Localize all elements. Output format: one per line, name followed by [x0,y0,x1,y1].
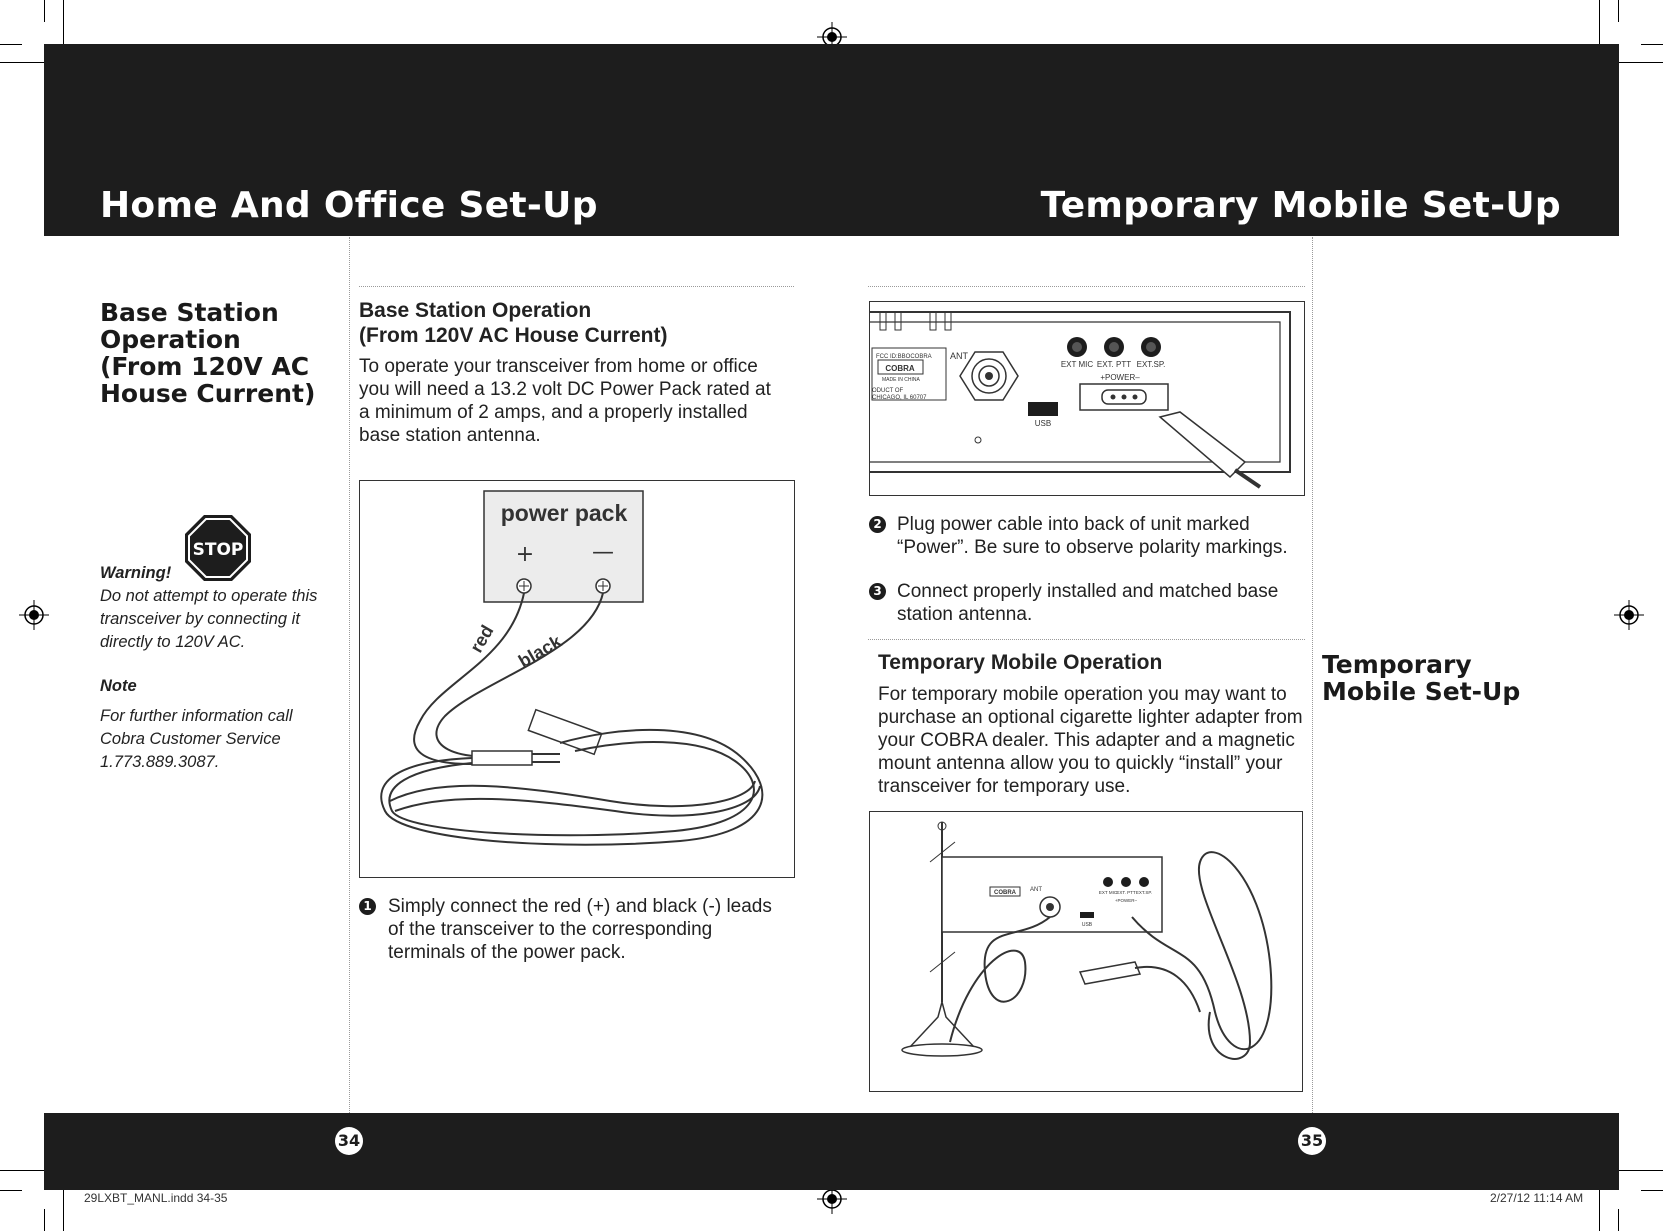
mobile-ext-sp-label: EXT.SP. [1135,890,1153,895]
rear-panel-figure [869,301,1305,496]
section-heading: Base Station Operation [359,299,592,322]
power-pack-illustration [360,481,794,877]
column-divider [349,237,350,1113]
crop-mark [0,44,22,45]
mobile-ext-mic-label: EXT MIC [1098,890,1118,895]
chicago-label: CHICAGO, IL 60707 [872,395,927,401]
mobile-operation-text: For temporary mobile operation you may want to purchase an optional cigarette lighter adapter from your COBRA dealer. This adapter and a magnetic mount antenna allow you to quickly “install” your transceiver for temporary use. [878,684,1303,797]
crop-mark [1617,62,1663,63]
registration-mark-icon [19,600,49,630]
ext-mic-label: EXT MIC [1060,360,1094,369]
mobile-ant-label: ANT [1030,887,1042,893]
power-port-label: +POWER– [1100,373,1140,382]
red-lead-label: red [466,621,498,656]
crop-mark [1599,0,1600,46]
made-in-label: MADE IN CHINA [882,377,920,383]
crop-mark [1599,1187,1600,1231]
date-slug: 2/27/12 11:14 AM [1490,1191,1584,1205]
crop-mark [1617,1170,1663,1171]
minus-symbol: — [592,540,614,565]
crop-mark [0,1170,46,1171]
warning-label: Warning! [100,564,172,582]
mobile-operation-heading: Temporary Mobile Operation [878,651,1163,674]
mobile-ext-ptt-label: EXT. PTT [1116,890,1136,895]
page-number-left: 34 [335,1127,363,1155]
section-heading-sub: (From 120V AC House Current) [359,324,668,347]
crop-mark [63,0,64,46]
fcc-label: FCC ID:BBOCOBRA [876,354,932,360]
note-label: Note [100,677,137,695]
sidebar-title-temporary-mobile: Temporary Mobile Set-Up [1322,650,1521,706]
rear-panel-illustration [870,302,1304,495]
power-pack-label: power pack [500,500,628,526]
mobile-power-label: +POWER– [1114,898,1138,903]
page-number-right: 35 [1298,1127,1326,1155]
note-text: For further information call Cobra Customer Service 1.773.889.3087. [100,707,293,771]
mobile-setup-figure [869,811,1303,1092]
file-slug: 29LXBT_MANL.indd 34-35 [84,1191,228,1205]
step-number-badge: 2 [869,516,886,533]
power-pack-figure [359,480,795,878]
mobile-setup-illustration [870,812,1302,1091]
stop-sign-icon [184,514,252,582]
column-divider [1312,237,1313,1113]
crop-mark [1641,44,1663,45]
crop-mark [0,62,46,63]
step1-text: Simply connect the red (+) and black (-) leads of the transceiver to the corresponding terminals of the power pack. [388,896,772,963]
section-rule [359,286,794,287]
mobile-cobra-label: COBRA [994,890,1016,896]
crop-mark [1641,1190,1663,1191]
page-title-right: Temporary Mobile Set-Up [1040,185,1561,226]
registration-mark-icon [1614,600,1644,630]
crop-mark [1618,0,1619,22]
step-number-badge: 3 [869,583,886,600]
step3-text: Connect properly installed and matched base station antenna. [897,581,1279,625]
ext-ptt-label: EXT. PTT [1096,360,1132,369]
cobra-label: COBRA [885,364,915,373]
crop-mark [44,0,45,22]
ant-label: ANT [950,351,968,361]
crop-mark [63,1187,64,1231]
step-number-badge: 1 [359,898,376,915]
page-title-left: Home And Office Set-Up [100,185,598,226]
section-rule [868,639,1305,640]
crop-mark [0,1190,22,1191]
crop-mark [1618,1209,1619,1231]
footer-band [44,1113,1619,1190]
stop-sign-text: STOP [192,540,244,560]
plus-symbol: + [515,542,535,567]
intro-paragraph: To operate your transceiver from home or office you will need a 13.2 volt DC Power Pack rated at a minimum of 2 amps, and a properly installed base station antenna. [359,356,771,446]
product-of-label: ODUCT OF [872,388,904,394]
ext-sp-label: EXT.SP. [1136,360,1166,369]
section-rule [868,286,1305,287]
crop-mark [44,1209,45,1231]
warning-text: Do not attempt to operate this transceiver by connecting it directly to 120V AC. [100,587,318,651]
step2-text: Plug power cable into back of unit marked “Power”. Be sure to observe polarity markings. [897,514,1288,558]
sidebar-title-base-station: Base Station Operation (From 120V AC House Current) [100,298,316,408]
black-lead-label: black [515,631,565,672]
mobile-usb-label: USB [1081,922,1093,928]
usb-label: USB [1034,419,1052,428]
